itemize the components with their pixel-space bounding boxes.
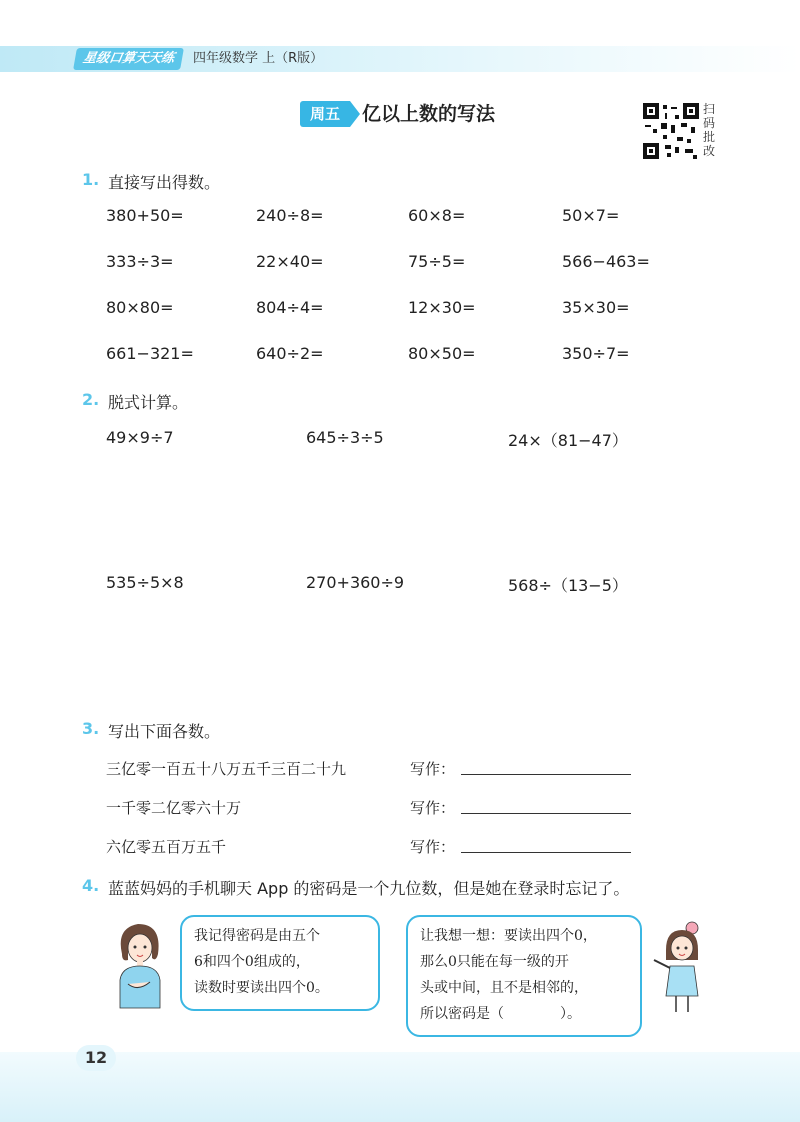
expression: 645÷3÷5 (306, 428, 384, 447)
problem: 333÷3= (106, 252, 174, 271)
problem: 640÷2= (256, 344, 324, 363)
problem: 60×8= (408, 206, 466, 225)
problem: 566−463= (562, 252, 650, 271)
write-label: 写作： (410, 799, 456, 817)
answer-line[interactable] (461, 774, 631, 775)
expression: 49×9÷7 (106, 428, 174, 447)
bubble-line: 6和四个0组成的， (194, 954, 310, 970)
number-words: 三亿零一百五十八万五千三百二十九 (106, 760, 347, 778)
number-words: 一千零二亿零六十万 (106, 799, 242, 817)
problem: 350÷7= (562, 344, 630, 363)
qr-code-icon[interactable] (643, 103, 699, 159)
section1-number: 1. (82, 170, 100, 189)
problem: 22×40= (256, 252, 324, 271)
problem: 804÷4= (256, 298, 324, 317)
girl-illustration-icon (650, 920, 710, 1016)
problem: 50×7= (562, 206, 620, 225)
problem: 80×50= (408, 344, 476, 363)
section3-title: 写出下面各数。 (108, 722, 221, 741)
answer-line[interactable] (461, 813, 631, 814)
expression: 24×（81−47） (508, 431, 628, 450)
mother-illustration-icon (108, 918, 170, 1010)
day-tag: 周五 (300, 101, 350, 127)
answer-line[interactable] (461, 852, 631, 853)
bubble-line: 我记得密码是由五个 (194, 928, 320, 944)
qr-label: 扫码批改 (703, 102, 716, 158)
section4-number: 4. (82, 876, 100, 895)
footer-band (0, 1052, 800, 1122)
bubble-line: 让我想一想：要读出四个0， (420, 928, 597, 944)
problem: 380+50= (106, 206, 184, 225)
write-label: 写作： (410, 760, 456, 778)
grade-label: 四年级数学 上（R版） (193, 51, 324, 66)
section2-number: 2. (82, 390, 100, 409)
bubble-line: 所以密码是（ ）。 (420, 1006, 581, 1022)
write-label: 写作： (410, 838, 456, 856)
bubble-line: 头或中间，且不是相邻的， (420, 980, 588, 996)
mother-speech-bubble (180, 915, 380, 1011)
problem: 35×30= (562, 298, 630, 317)
section1-title: 直接写出得数。 (108, 173, 221, 192)
expression: 535÷5×8 (106, 573, 184, 592)
section3-number: 3. (82, 719, 100, 738)
problem: 661−321= (106, 344, 194, 363)
girl-speech-bubble (406, 915, 642, 1037)
topic-title: 亿以上数的写法 (362, 103, 496, 125)
problem: 80×80= (106, 298, 174, 317)
bubble-line: 那么0只能在每一级的开 (420, 954, 569, 970)
bubble-line: 读数时要读出四个0。 (194, 980, 329, 996)
section2-title: 脱式计算。 (108, 393, 189, 412)
series-tag: 星级口算天天练 (73, 48, 184, 70)
problem: 75÷5= (408, 252, 466, 271)
expression: 270+360÷9 (306, 573, 405, 592)
page-number: 12 (76, 1045, 116, 1071)
number-words: 六亿零五百万五千 (106, 838, 227, 856)
problem: 240÷8= (256, 206, 324, 225)
problem: 12×30= (408, 298, 476, 317)
expression: 568÷（13−5） (508, 576, 628, 595)
section4-title: 蓝蓝妈妈的手机聊天 App 的密码是一个九位数，但是她在登录时忘记了。 (108, 879, 630, 898)
